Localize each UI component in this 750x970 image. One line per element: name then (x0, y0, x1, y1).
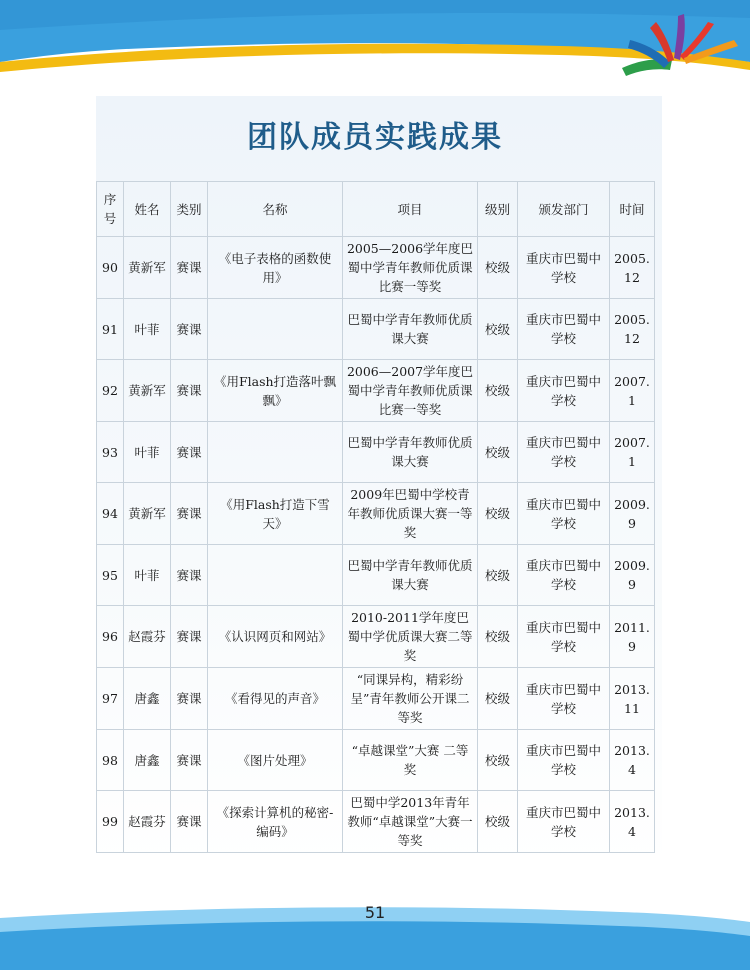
cell-issuer: 重庆市巴蜀中学校 (518, 791, 610, 853)
cell-name: 黄新军 (124, 483, 171, 545)
cell-name: 黄新军 (124, 360, 171, 422)
cell-level: 校级 (478, 237, 518, 299)
cell-name: 唐鑫 (124, 668, 171, 730)
cell-date: 2007.1 (610, 360, 655, 422)
cell-date: 2013.11 (610, 668, 655, 730)
table-row (97, 299, 655, 360)
cell-no: 94 (97, 483, 124, 545)
cell-date: 2005.12 (610, 299, 655, 360)
cell-type: 赛课 (171, 299, 208, 360)
results-table (96, 181, 655, 853)
cell-title: 《用Flash打造落叶飘飘》 (208, 360, 343, 422)
cell-project: “卓越课堂”大赛 二等奖 (343, 730, 478, 791)
cell-issuer: 重庆市巴蜀中学校 (518, 606, 610, 668)
page-number: 51 (364, 903, 386, 922)
cell-name: 赵霞芬 (124, 791, 171, 853)
cell-name: 叶菲 (124, 422, 171, 483)
cell-issuer: 重庆市巴蜀中学校 (518, 360, 610, 422)
cell-issuer: 重庆市巴蜀中学校 (518, 668, 610, 730)
table-row (97, 360, 655, 422)
page-title: 团队成员实践成果 (247, 120, 503, 155)
table-header-row (97, 182, 655, 237)
cell-project: 2009年巴蜀中学校青年教师优质课大赛一等奖 (343, 483, 478, 545)
cell-project: 2010-2011学年度巴蜀中学优质课大赛二等奖 (343, 606, 478, 668)
cell-level: 校级 (478, 730, 518, 791)
cell-project: 2005—2006学年度巴蜀中学青年教师优质课比赛一等奖 (343, 237, 478, 299)
cell-title (208, 299, 343, 360)
cell-date: 2013.4 (610, 791, 655, 853)
cell-issuer: 重庆市巴蜀中学校 (518, 422, 610, 483)
cell-no: 97 (97, 668, 124, 730)
cell-issuer: 重庆市巴蜀中学校 (518, 483, 610, 545)
cell-level: 校级 (478, 791, 518, 853)
header-project: 项目 (343, 182, 478, 237)
cell-date: 2011.9 (610, 606, 655, 668)
table-row (97, 545, 655, 606)
table-row (97, 483, 655, 545)
cell-no: 95 (97, 545, 124, 606)
cell-issuer: 重庆市巴蜀中学校 (518, 237, 610, 299)
header-no: 序号 (97, 182, 124, 237)
table-row (97, 791, 655, 853)
cell-level: 校级 (478, 360, 518, 422)
cell-type: 赛课 (171, 791, 208, 853)
cell-project: “同课异构，精彩纷呈”青年教师公开课二等奖 (343, 668, 478, 730)
header-level: 级别 (478, 182, 518, 237)
cell-name: 唐鑫 (124, 730, 171, 791)
cell-date: 2005.12 (610, 237, 655, 299)
cell-project: 巴蜀中学青年教师优质课大赛 (343, 422, 478, 483)
table-row (97, 668, 655, 730)
cell-no: 98 (97, 730, 124, 791)
header-type: 类别 (171, 182, 208, 237)
cell-title: 《用Flash打造下雪天》 (208, 483, 343, 545)
cell-no: 90 (97, 237, 124, 299)
cell-type: 赛课 (171, 606, 208, 668)
header-title: 名称 (208, 182, 343, 237)
table-row (97, 730, 655, 791)
cell-name: 叶菲 (124, 299, 171, 360)
cell-no: 93 (97, 422, 124, 483)
cell-no: 91 (97, 299, 124, 360)
cell-level: 校级 (478, 483, 518, 545)
cell-no: 96 (97, 606, 124, 668)
cell-title: 《电子表格的函数使用》 (208, 237, 343, 299)
table-row (97, 237, 655, 299)
header-issuer: 颁发部门 (518, 182, 610, 237)
cell-type: 赛课 (171, 483, 208, 545)
cell-type: 赛课 (171, 730, 208, 791)
cell-project: 巴蜀中学青年教师优质课大赛 (343, 545, 478, 606)
cell-title: 《认识网页和网站》 (208, 606, 343, 668)
cell-issuer: 重庆市巴蜀中学校 (518, 299, 610, 360)
cell-type: 赛课 (171, 237, 208, 299)
cell-type: 赛课 (171, 668, 208, 730)
cell-title: 《图片处理》 (208, 730, 343, 791)
cell-level: 校级 (478, 668, 518, 730)
cell-type: 赛课 (171, 545, 208, 606)
cell-type: 赛课 (171, 422, 208, 483)
cell-type: 赛课 (171, 360, 208, 422)
cell-name: 黄新军 (124, 237, 171, 299)
cell-name: 叶菲 (124, 545, 171, 606)
cell-issuer: 重庆市巴蜀中学校 (518, 545, 610, 606)
cell-date: 2013.4 (610, 730, 655, 791)
cell-level: 校级 (478, 299, 518, 360)
cell-title: 《看得见的声音》 (208, 668, 343, 730)
cell-level: 校级 (478, 545, 518, 606)
cell-issuer: 重庆市巴蜀中学校 (518, 730, 610, 791)
cell-no: 99 (97, 791, 124, 853)
cell-project: 巴蜀中学青年教师优质课大赛 (343, 299, 478, 360)
cell-date: 2009.9 (610, 545, 655, 606)
header-name: 姓名 (124, 182, 171, 237)
cell-title (208, 545, 343, 606)
cell-level: 校级 (478, 606, 518, 668)
table-row (97, 606, 655, 668)
header-date: 时间 (610, 182, 655, 237)
cell-date: 2009.9 (610, 483, 655, 545)
cell-project: 巴蜀中学2013年青年教师“卓越课堂”大赛一等奖 (343, 791, 478, 853)
cell-date: 2007.1 (610, 422, 655, 483)
cell-title (208, 422, 343, 483)
table-row (97, 422, 655, 483)
sunburst-logo-icon (612, 10, 750, 82)
cell-title: 《探索计算机的秘密-编码》 (208, 791, 343, 853)
footer-banner (0, 880, 750, 970)
cell-no: 92 (97, 360, 124, 422)
cell-name: 赵霞芬 (124, 606, 171, 668)
cell-project: 2006—2007学年度巴蜀中学青年教师优质课比赛一等奖 (343, 360, 478, 422)
cell-level: 校级 (478, 422, 518, 483)
